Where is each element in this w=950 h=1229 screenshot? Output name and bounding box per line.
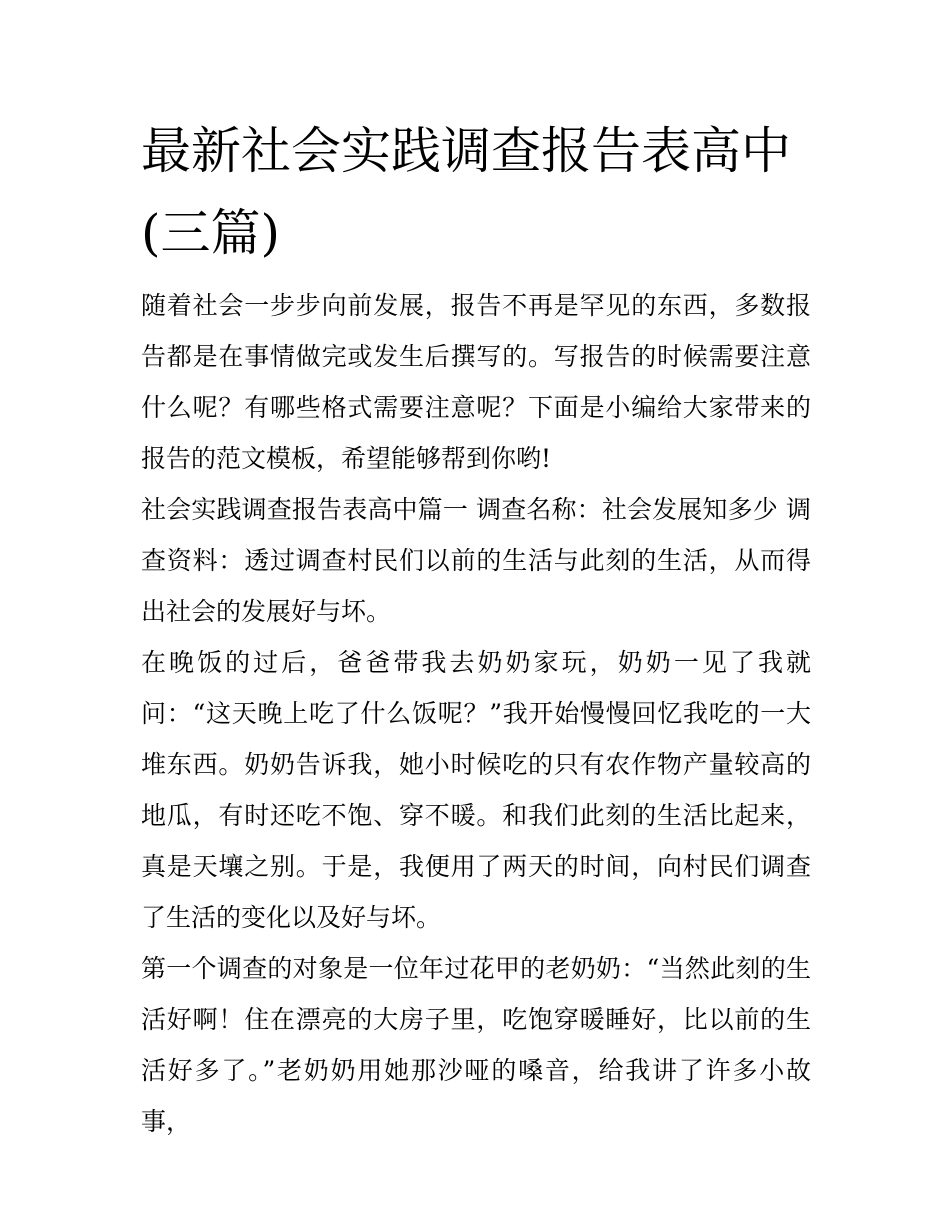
document-title: 最新社会实践调查报告表高中(三篇) — [141, 122, 791, 262]
paragraph-survey-info: 社会实践调查报告表高中篇一 调查名称：社会发展知多少 调查资料：透过调查村民们以前的生活与此刻的生活，从而得出社会的发展好与坏。 — [141, 495, 811, 626]
paragraph-grandma-visit: 在晚饭的过后，爸爸带我去奶奶家玩，奶奶一见了我就问：“这天晚上吃了什么饭呢？”我开始慢慢回忆我吃的一大堆东西。奶奶告诉我，她小时候吃的只有农作物产量较高的地瓜，有时还吃不饱、穿不暖。和我们此刻的生活比起来，真是天壤之别。于是，我便用了两天的时间，向村民们调查了生活的变化以及好与坏。 — [141, 648, 811, 932]
title-block — [141, 110, 811, 274]
paragraph-intro: 随着社会一步步向前发展，报告不再是罕见的东西，多数报告都是在事情做完或发生后撰写的。写报告的时候需要注意什么呢？有哪些格式需要注意呢？下面是小编给大家带来的报告的范文模板，希望能够帮到你哟! — [141, 291, 811, 473]
document-page — [141, 110, 811, 1147]
paragraph-first-subject: 第一个调查的对象是一位年过花甲的老奶奶：“当然此刻的生活好啊！住在漂亮的大房子里，吃饱穿暖睡好，比以前的生活好多了。”老奶奶用她那沙哑的嗓音，给我讲了许多小故事， — [141, 954, 811, 1136]
